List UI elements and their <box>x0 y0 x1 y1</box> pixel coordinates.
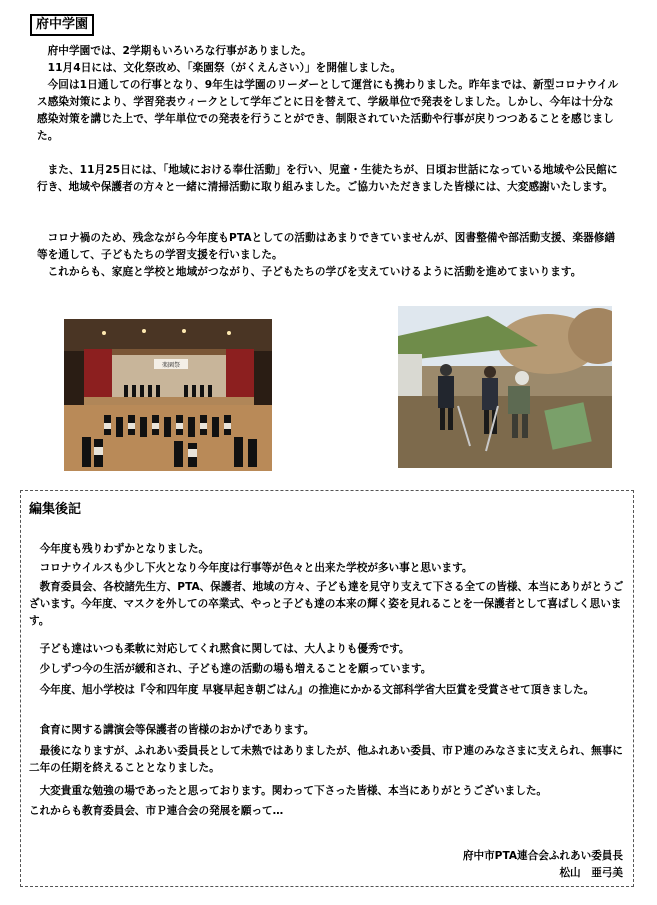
editorial-paragraph: 今年度も残りわずかとなりました。 <box>39 543 210 555</box>
editorial-paragraph: 今年度、旭小学校は『令和四年度 早寝早起き朝ごはん』の推進にかかる文部科学省大臣賞を受賞させて頂きました。 <box>39 684 595 696</box>
signature-org: 府中市PTA連合会ふれあい委員長 <box>462 850 623 862</box>
editorial-box <box>20 490 634 887</box>
paragraph-pta: コロナ禍のため、残念ながら今年度もPTAとしての活動はあまりできていませんが、図書整備や部活動支援、楽器修繕等を通して、子どもたちの学習支援を行いました。 <box>37 232 616 261</box>
editorial-paragraph: コロナウイルスも少し下火となり今年度は行事等が色々と出来た学校が多い事と思います。 <box>39 562 473 574</box>
editorial-paragraph: 少しずつ今の生活が緩和され、子ども達の活動の場も増えることを願っています。 <box>39 663 432 675</box>
paragraph-closing: これからも、家庭と学校と地域がつながり、子どもたちの学びを支えていけるように活動を進めてまいります。 <box>47 266 582 278</box>
stage-banner-text: 楽園祭 <box>161 362 181 369</box>
paragraph-festival-date: 11月4日には、文化祭改め、「楽園祭（がくえんさい）」を開催しました。 <box>47 62 402 74</box>
editorial-paragraph: 最後になりますが、ふれあい委員長として未熟ではありましたが、他ふれあい委員、市Ｐ連のみなさまに支えられ、無事に二年の任期を終えることとなりました。 <box>29 745 623 774</box>
editorial-paragraph: 大変貴重な勉強の場であったと思っております。関わって下さった皆様、本当にありがとうございました。 <box>39 785 548 797</box>
paragraph-festival-detail: 今回は1日通しての行事となり、9年生は学園のリーダーとして運営にも携わりました。昨年までは、新型コロナウイルス感染対策により、学習発表ウィークとして学年ごとに日を替えて、学級単位で発表をしました。しかし、今年は十分な感染対策を講じた上で、学年単位での発表を行うことができ、制限されていた活動や行事が戻りつつあることを感じました。 <box>37 79 619 142</box>
editorial-paragraph: 食育に関する講演会等保護者の皆様のおかげであります。 <box>39 724 315 736</box>
editorial-paragraph: これからも教育委員会、市Ｐ連合会の発展を願って… <box>29 805 284 817</box>
editorial-paragraph: 子ども達はいつも柔軟に対応してくれ黙食に関しては、大人よりも優秀です。 <box>39 643 410 655</box>
school-festival-stage-photo <box>64 319 272 471</box>
community-cleanup-photo <box>398 306 612 468</box>
editorial-title: 編集後記 <box>29 502 82 517</box>
signature-name: 松山 亜弓美 <box>559 867 623 879</box>
editorial-paragraph: 教育委員会、各校諸先生方、PTA、保護者、地域の方々、子ども達を見守り支えて下さる全ての皆様、本当にありがとうございます。今年度、マスクを外しての卒業式、やっと子ども達の本来の輝く姿を見れることを一保護者として喜ばしく思います。 <box>29 581 624 627</box>
paragraph-intro: 府中学園では、2学期もいろいろな行事がありました。 <box>47 45 312 57</box>
section-title: 府中学園 <box>30 14 94 36</box>
paragraph-volunteer: また、11月25日には、「地域における奉仕活動」を行い、児童・生徒たちが、日頃お世話になっている地域や公民館に行き、地域や保護者の方々と一緒に清掃活動に取り組みました。ご協力いただきました皆様には、大変感謝いたします。 <box>37 164 618 193</box>
